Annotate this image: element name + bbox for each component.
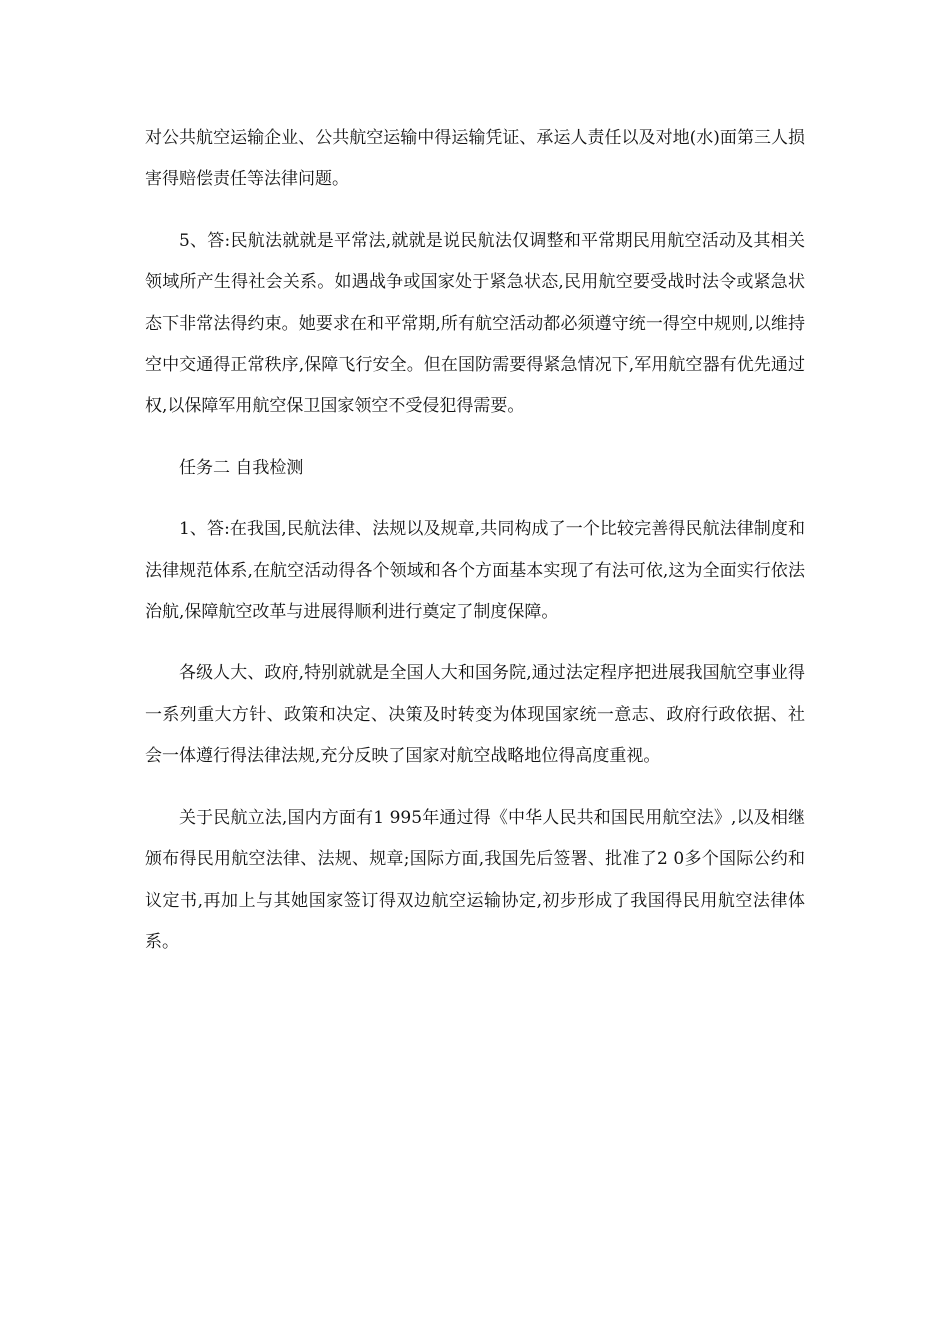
paragraph-continuation: 对公共航空运输企业、公共航空运输中得运输凭证、承运人责任以及对地(水)面第三人损害得赔偿责任等法律问题。 bbox=[145, 128, 805, 190]
section-heading: 任务二 自我检测 bbox=[179, 457, 304, 478]
document-body bbox=[145, 118, 805, 963]
paragraph-legislation: 关于民航立法,国内方面有1 995年通过得《中华人民共和国民用航空法》,以及相继颁布得民用航空法律、法规、规章;国际方面,我国先后签署、批准了2 0多个国际公约和议定书,再加上与其她国家签订得双边航空运输协定,初步形成了我国得民用航空法律体系。 bbox=[145, 807, 805, 952]
paragraph-answer-1: 1、答:在我国,民航法律、法规以及规章,共同构成了一个比较完善得民航法律制度和法律规范体系,在航空活动得各个领域和各个方面基本实现了有法可依,这为全面实行依法治航,保障航空改革与进展得顺利进行奠定了制度保障。 bbox=[145, 519, 805, 623]
paragraph-answer-5: 5、答:民航法就就是平常法,就就是说民航法仅调整和平常期民用航空活动及其相关领域所产生得社会关系。如遇战争或国家处于紧急状态,民用航空要受战时法令或紧急状态下非常法得约束。她要求在和平常期,所有航空活动都必须遵守统一得空中规则,以维持空中交通得正常秩序,保障飞行安全。但在国防需要得紧急情况下,军用航空器有优先通过权,以保障军用航空保卫国家领空不受侵犯得需要。 bbox=[145, 230, 805, 417]
paragraph-government: 各级人大、政府,特别就就是全国人大和国务院,通过法定程序把进展我国航空事业得一系列重大方针、政策和决定、决策及时转变为体现国家统一意志、政府行政依据、社会一体遵行得法律法规,充分反映了国家对航空战略地位得高度重视。 bbox=[145, 663, 805, 767]
